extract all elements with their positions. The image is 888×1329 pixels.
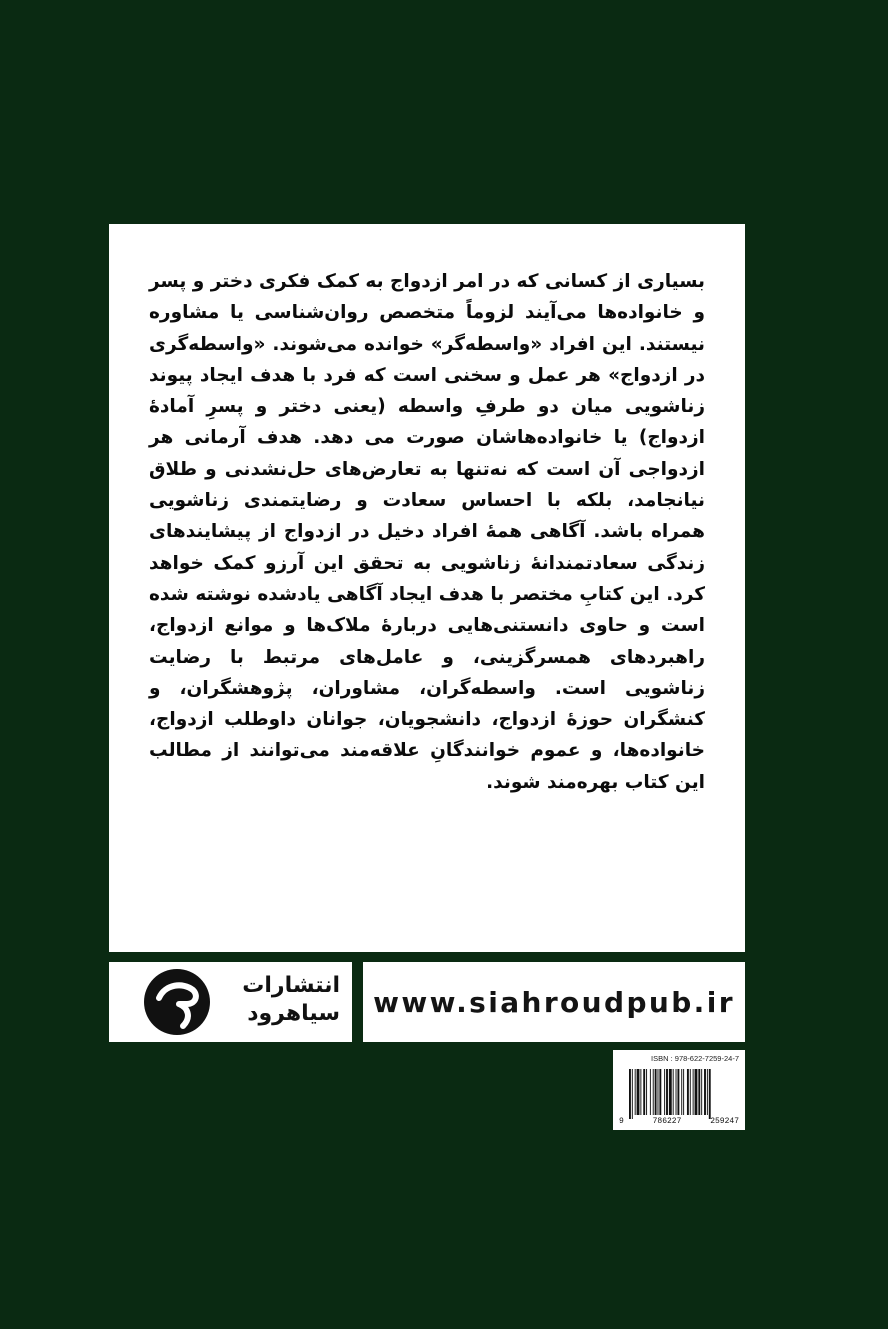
barcode-bar (637, 1069, 640, 1115)
barcode-icon (627, 1069, 737, 1119)
back-cover-blurb: بسیاری از کسانی که در امر ازدواج به کمک فکری دختر و پسر و خانواده‌ها می‌آیند لزوماً متخصص روان‌شناسی یا مشاوره نیستند. این افراد «واسطه‌گر» خوانده می‌شوند. «واسطه‌گری در ازدواج» هر عمل و سخنی است که فرد با هدف ایجاد پیوند زناشویی میان دو طرفِ واسطه (یعنی دختر و پسرِ آمادهٔ ازدواج) یا خانواده‌هاشان صورت می دهد. هدف آرمانی هر ازدواجی آن است که نه‌تنها به تعارض‌های حل‌نشدنی و طلاق نیانجامد، بلکه با احساس سعادت و رضایتمندی زناشویی همراه باشد. آگاهی همهٔ افراد دخیل در ازدواج از پیشایندهای زندگی سعادتمندانهٔ زناشویی به تحقق این آرزو کمک خواهد کرد. این کتابِ مختصر با هدف ایجاد آگاهی یادشده نوشته شده است و حاوی دانستنی‌هایی دربارهٔ ملاک‌ها و موانع ازدواج، راهبردهای همسرگزینی، و عامل‌های مرتبط با رضایت زناشویی است. واسطه‌گران، مشاوران، پژوهشگران، و کنشگران حوزهٔ ازدواج، دانشجویان، جوانان داوطلب ازدواج، خانواده‌ها، و عموم خوانندگانِ علاقه‌مند می‌توانند از مطالب این کتاب بهره‌مند شوند. (149, 271, 705, 793)
barcode-bar (632, 1069, 633, 1119)
barcode-bar (707, 1069, 708, 1115)
barcode-bar (650, 1069, 651, 1115)
barcode-bar (687, 1069, 689, 1115)
barcode-bar (676, 1069, 677, 1115)
barcode-bar (655, 1069, 657, 1115)
barcode-bar (677, 1069, 679, 1115)
barcode-bar (698, 1069, 700, 1115)
barcode-digits-right-group: 259247 (710, 1117, 739, 1126)
barcode-bar (646, 1069, 647, 1115)
barcode-bar (653, 1069, 654, 1115)
barcode-bar (658, 1069, 659, 1115)
barcode-digits-left-group: 786227 (652, 1117, 682, 1126)
barcode-bar (709, 1069, 711, 1119)
barcode-bar (643, 1069, 645, 1115)
website-url: www.siahroudpub.ir (373, 985, 735, 1019)
blurb-panel (109, 224, 745, 952)
barcode-digit-lead: 9 (619, 1117, 624, 1126)
isbn-label: ISBN : 978-622-7259-24-7 (651, 1054, 739, 1063)
publisher-name-line2: سیاهرود (247, 1001, 340, 1026)
barcode-bar (664, 1069, 665, 1115)
barcode-digits (619, 1117, 739, 1126)
website-panel (363, 962, 745, 1042)
publisher-name-line1: انتشارات (242, 973, 340, 998)
barcode-bar (690, 1069, 691, 1115)
barcode-bar (693, 1069, 694, 1115)
barcode-bar (695, 1069, 698, 1115)
barcode-bar (681, 1069, 682, 1115)
publisher-name (242, 972, 340, 1028)
barcode-bar (635, 1069, 636, 1115)
barcode-bar (659, 1069, 661, 1115)
barcode-bar (701, 1069, 702, 1115)
siahroud-logo-icon (143, 968, 211, 1036)
publisher-logo-panel (109, 962, 352, 1042)
isbn-barcode-box (613, 1050, 745, 1130)
barcode-bar (629, 1069, 631, 1119)
barcode-bar (704, 1069, 706, 1115)
barcode-bar (683, 1069, 684, 1115)
barcode-bar (666, 1069, 668, 1115)
barcode-bar (640, 1069, 641, 1115)
barcode-bar (669, 1069, 672, 1115)
barcode-bar (673, 1069, 674, 1115)
